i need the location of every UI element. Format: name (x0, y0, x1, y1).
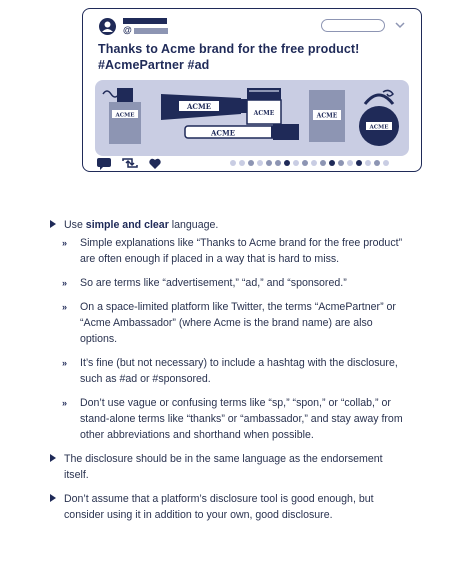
sub-bullet-text: So are terms like “advertisement,” “ad,” and “sponsored.” (80, 277, 347, 289)
sub-bullet-marker: » (62, 398, 68, 408)
sub-list-item (62, 395, 408, 443)
bullet-text: Use (64, 219, 86, 231)
sub-bullet-text: Don’t use vague or confusing terms like “sp,” “spon,” or “collab,” or stand-alone terms like “thanks” or “ambassador,” and stay away from other abbreviations and shorthand when possible. (80, 397, 403, 441)
brand-label: ACME (210, 128, 236, 138)
bullet-arrow-icon (50, 220, 56, 228)
avatar-icon[interactable] (99, 18, 116, 35)
sub-bullet-marker: » (62, 358, 68, 368)
display-name-redacted[interactable] (123, 18, 167, 24)
sub-bullet-marker: » (62, 238, 68, 248)
product-banner-image (95, 80, 409, 156)
tweet-actions (97, 156, 167, 170)
sub-bullet-text: It’s fine (but not necessary) to include a hashtag with the disclosure, such as #ad or #sponsored. (80, 357, 398, 385)
handle-prefix: @ (123, 25, 132, 35)
follow-button[interactable] (321, 19, 385, 32)
bullet-text: language. (168, 219, 219, 231)
carousel-dots (229, 156, 409, 170)
bullet-text: Don’t assume that a platform’s disclosure tool is good enough, but consider using it in addition to your own, good disclosure. (64, 493, 374, 521)
bullet-arrow-icon (50, 454, 56, 462)
sub-bullet-marker: » (62, 278, 68, 288)
brand-label: ACME (316, 112, 338, 120)
brand-label: ACME (253, 110, 275, 117)
sub-bullet-text: Simple explanations like “Thanks to Acme brand for the free product” are often enough if placed in a way that is hard to miss. (80, 237, 403, 265)
brand-label: ACME (186, 102, 212, 111)
brand-label: ACME (369, 124, 389, 131)
heart-icon[interactable] (149, 159, 160, 169)
handle-redacted (134, 28, 168, 34)
bullet-arrow-icon (50, 494, 56, 502)
list-item (48, 217, 408, 233)
comment-icon[interactable] (97, 158, 111, 170)
chevron-down-icon[interactable] (394, 20, 406, 30)
retweet-icon[interactable] (123, 159, 137, 167)
list-item (48, 451, 408, 483)
sub-bullet-text: On a space-limited platform like Twitter, the terms “AcmePartner” or “Acme Ambassador” (where Acme is the brand name) are also options. (80, 301, 396, 345)
brand-label: ACME (115, 112, 135, 119)
bullet-emphasis: simple and clear (85, 219, 169, 231)
guidance-list (48, 217, 408, 523)
tweet-card (82, 8, 422, 172)
sub-list-item (62, 355, 408, 387)
sub-bullet-marker: » (62, 302, 68, 312)
list-item (48, 491, 408, 523)
sub-list-item (62, 299, 408, 347)
sub-list-item (62, 235, 408, 267)
sub-list-item (62, 275, 408, 291)
tweet-text: Thanks to Acme brand for the free product! #AcmePartner #ad (98, 42, 360, 72)
bullet-text: The disclosure should be in the same language as the endorsement itself. (64, 453, 383, 481)
